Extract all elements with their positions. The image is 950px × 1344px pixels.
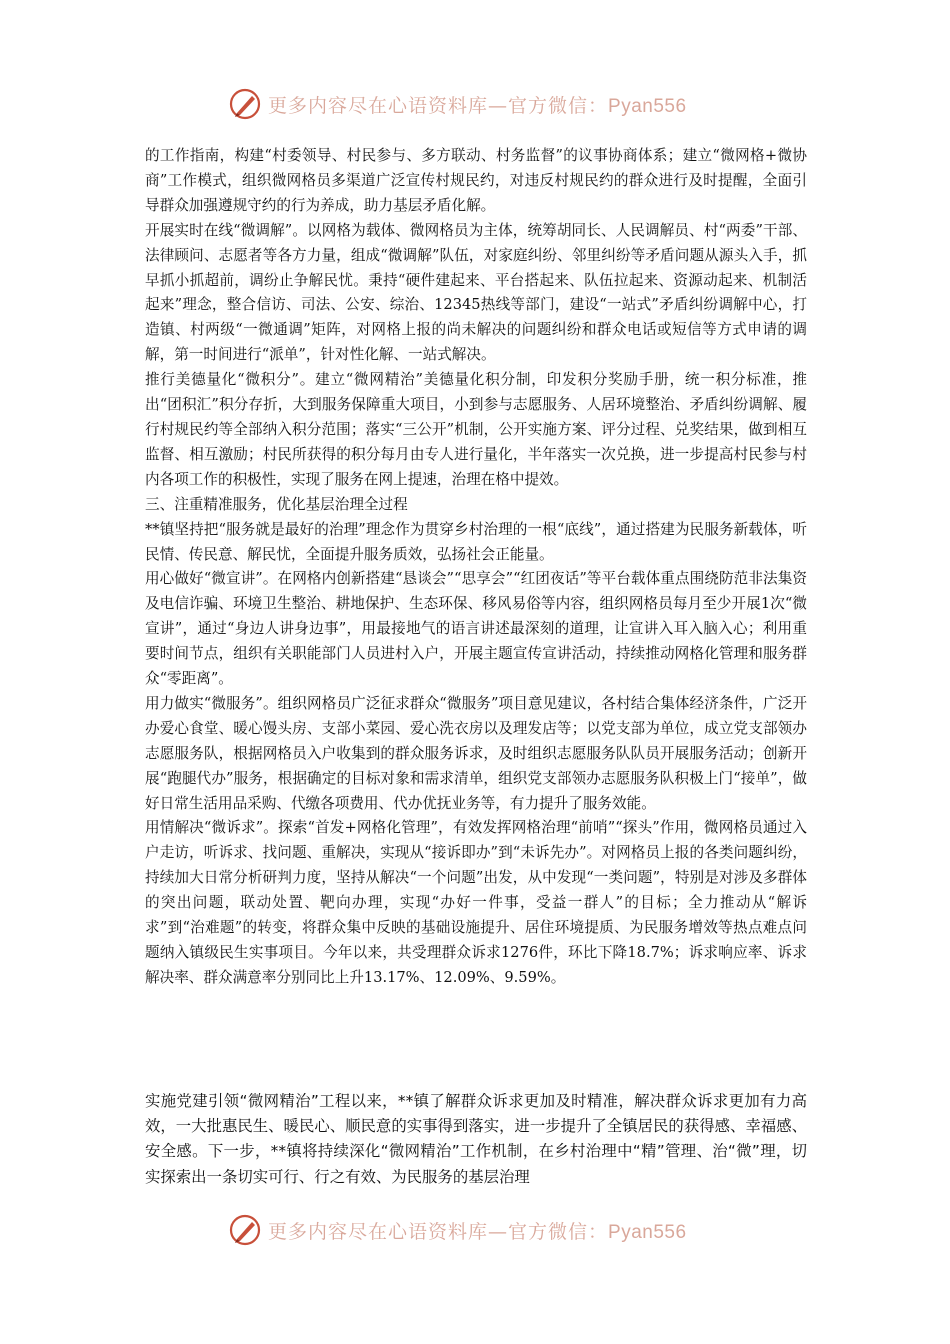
footer-banner bbox=[228, 1212, 748, 1248]
pen-circle-icon bbox=[228, 1213, 262, 1247]
wechat-id: Pyan556 bbox=[608, 1221, 687, 1243]
header-banner bbox=[228, 86, 748, 122]
closing-paragraph bbox=[145, 1089, 807, 1190]
paragraph: 用情解决“微诉求”。探索“首发+网格化管理”，有效发挥网格治理“前哨”“探头”作用，微网格员通过入户走访，听诉求、找问题、重解决，实现从“接诉即办”到“未诉先办”。对网格员上报的各类问题纠纷，持续加大日常分析研判力度，坚持从解决“一个问题”出发，从中发现“一类问题”，特别是对涉及多群体的突出问题，联动处置、靶向办理，实现“办好一件事，受益一群人”的目标；全力推动从“解诉求”到“治难题”的转变，将群众集中反映的基础设施提升、居住环境提质、为民服务增效等热点难点问题纳入镇级民生实事项目。今年以来，共受理群众诉求1276件，环比下降18.7%；诉求响应率、诉求解决率、群众满意率分别同比上升13.17%、12.09%、9.59%。 bbox=[145, 819, 807, 986]
paragraph: 推行美德量化“微积分”。建立“微网精治”美德量化积分制，印发积分奖励手册，统一积分标准，推出“团积汇”积分存折，大到服务保障重大项目，小到参与志愿服务、人居环境整治、矛盾纠纷调解、履行村规民约等全部纳入积分范围；落实“三公开”机制，公开实施方案、评分过程、兑奖结果，做到相互监督、相互激励；村民所获得的积分每月由专人进行量化，半年落实一次兑换，进一步提高村民参与村内各项工作的积极性，实现了服务在网上提速，治理在格中提效。 bbox=[145, 371, 807, 488]
paragraph: 的工作指南，构建“村委领导、村民参与、多方联动、村务监督”的议事协商体系；建立“微网格+微协商”工作模式，组织微网格员多渠道广泛宣传村规民约，对违反村规民约的群众进行及时提醒，全面引导群众加强遵规守约的行为养成，助力基层矛盾化解。 bbox=[145, 147, 807, 214]
document-body bbox=[145, 144, 807, 991]
paragraph: 开展实时在线“微调解”。以网格为载体、微网格员为主体，统筹胡同长、人民调解员、村“两委”干部、法律顾问、志愿者等各方力量，组成“微调解”队伍，对家庭纠纷、邻里纠纷等矛盾问题从源头入手，抓早抓小抓超前，调纷止争解民忧。秉持“硬件建起来、平台搭起来、队伍拉起来、资源动起来、机制活起来”理念，整合信访、司法、公安、综治、12345热线等部门，建设“一站式”矛盾纠纷调解中心，打造镇、村两级“一微通调”矩阵，对网格上报的尚未解决的问题纠纷和群众电话或短信等方式申请的调解，第一时间进行“派单”，针对性化解、一站式解决。 bbox=[145, 221, 807, 364]
banner-label: 更多内容尽在心语资料库—官方微信： bbox=[268, 1220, 609, 1243]
section-heading: 三、注重精准服务，优化基层治理全过程 bbox=[145, 495, 408, 513]
banner-text bbox=[268, 91, 687, 118]
closing-text: 实施党建引领“微网精治”工程以来，**镇了解群众诉求更加及时精准，解决群众诉求更加有力高效，一大批惠民生、暖民心、顺民意的实事得到落实，进一步提升了全镇居民的获得感、幸福感、安全感。下一步，**镇将持续深化“微网精治”工作机制，在乡村治理中“精”管理、治“微”理，切实探索出一条切实可行、行之有效、为民服务的基层治理 bbox=[145, 1092, 807, 1186]
paragraph: 用力做实“微服务”。组织网格员广泛征求群众“微服务”项目意见建议，各村结合集体经济条件，广泛开办爱心食堂、暖心馒头房、支部小菜园、爱心洗衣房以及理发店等；以党支部为单位，成立党支部领办志愿服务队，根据网格员入户收集到的群众服务诉求，及时组织志愿服务队队员开展服务活动；创新开展“跑腿代办”服务，根据确定的目标对象和需求清单，组织党支部领办志愿服务队积极上门“接单”，做好日常生活用品采购、代缴各项费用、代办优抚业务等，有力提升了服务效能。 bbox=[145, 694, 807, 812]
banner-text bbox=[268, 1217, 687, 1244]
paragraph: 用心做好“微宣讲”。在网格内创新搭建“恳谈会”“思享会”“红团夜话”等平台载体重点围绕防范非法集资及电信诈骗、环境卫生整治、耕地保护、生态环保、移风易俗等内容，组织网格员每月至少开展1次“微宣讲”，通过“身边人讲身边事”，用最接地气的语言讲述最深刻的道理，让宣讲入耳入脑入心；利用重要时间节点，组织有关职能部门人员进村入户，开展主题宣传宣讲活动，持续推动网格化管理和服务群众“零距离”。 bbox=[145, 570, 807, 688]
paragraph: **镇坚持把“服务就是最好的治理”理念作为贯穿乡村治理的一根“底线”，通过搭建为民服务新载体，听民情、传民意、解民忧，全面提升服务质效，弘扬社会正能量。 bbox=[145, 520, 807, 563]
wechat-id: Pyan556 bbox=[608, 95, 687, 117]
banner-label: 更多内容尽在心语资料库—官方微信： bbox=[268, 94, 609, 117]
pen-circle-icon bbox=[228, 87, 262, 121]
